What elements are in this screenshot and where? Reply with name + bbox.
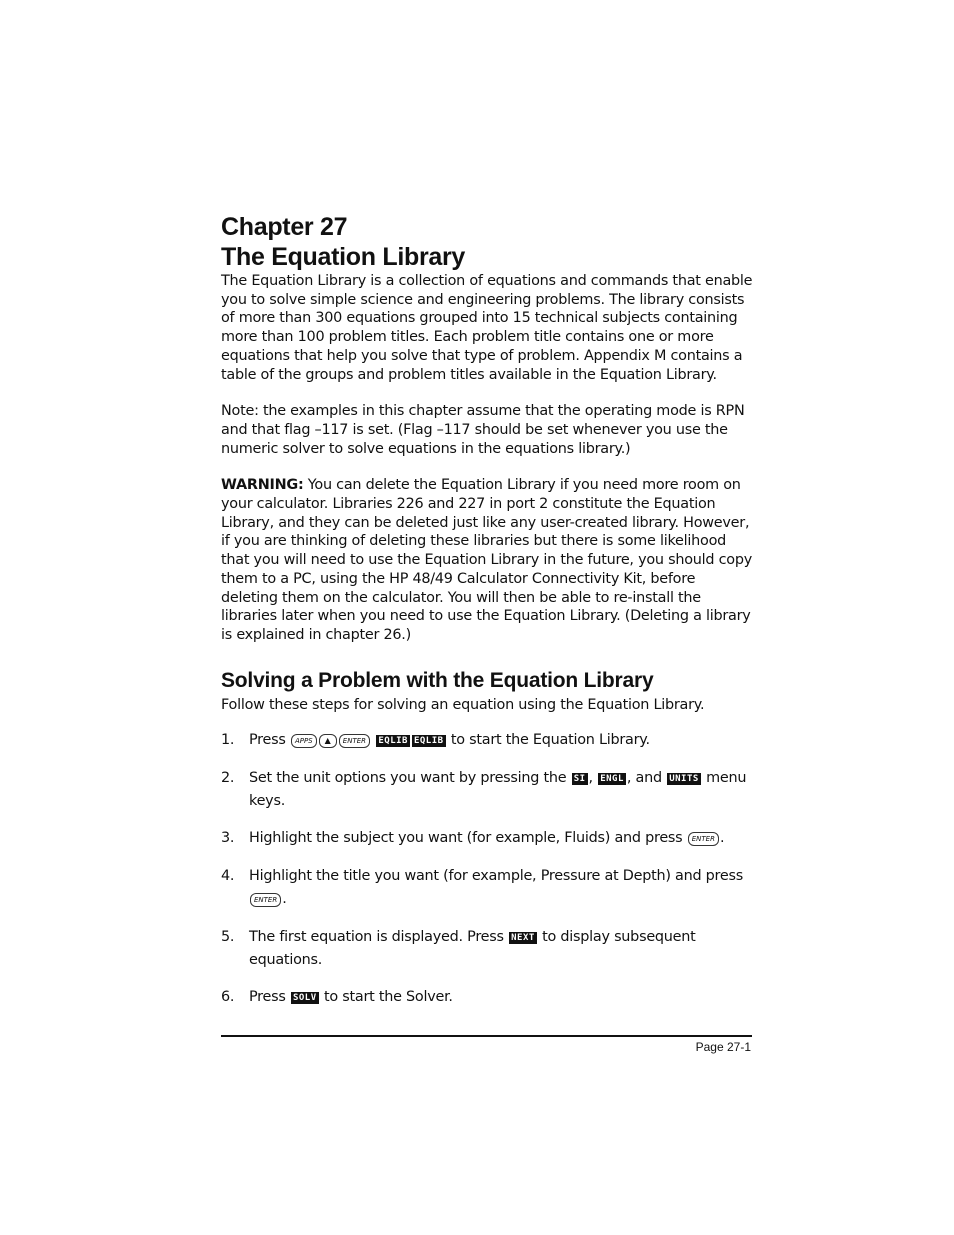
enter-key-icon: ENTER xyxy=(688,832,719,846)
solv-softkey-icon: SOLV xyxy=(292,993,317,1004)
steps-list xyxy=(221,729,753,1009)
si-softkey-icon: SI xyxy=(573,774,586,785)
step-number: 2. xyxy=(221,770,235,787)
step-number: 1. xyxy=(221,732,235,749)
note-paragraph: Note: the examples in this chapter assume that the operating mode is RPN and that flag –117 is set. (Flag –117 should be set whenever you use the numeric solver to solve equations in the equations library.) xyxy=(221,403,745,457)
apps-key-icon: APPS xyxy=(291,734,317,748)
enter-key-icon: ENTER xyxy=(339,734,370,748)
step-number: 6. xyxy=(221,989,235,1006)
step-number: 5. xyxy=(221,929,235,946)
step-item: 6. Press SOLV to start the Solver. xyxy=(221,986,753,1009)
equlib-softkey-icon: EQLIB xyxy=(378,736,408,747)
step-item: 1. Press APPS ▲ ENTER EQLIB EQLIB to start the Equation Library. xyxy=(221,729,753,752)
chapter-title: The Equation Library xyxy=(221,243,466,271)
step-item: 3. Highlight the subject you want (for example, Fluids) and press ENTER . xyxy=(221,827,753,850)
units-softkey-icon: UNITS xyxy=(669,774,699,785)
next-softkey-icon: NEXT xyxy=(511,933,535,944)
footer-rule xyxy=(221,1035,752,1037)
up-arrow-key-icon: ▲ xyxy=(319,734,337,748)
chapter-number: Chapter 27 xyxy=(221,213,348,241)
step-item: 4. Highlight the title you want (for example, Pressure at Depth) and press ENTER . xyxy=(221,865,753,911)
warning-paragraph xyxy=(221,476,753,644)
page-number: Page 27-1 xyxy=(695,1040,751,1054)
equlib-softkey-icon: EQLIB xyxy=(413,736,444,747)
warning-label: WARNING: xyxy=(221,477,304,494)
step-item: 5. The first equation is displayed. Press NEXT to display subsequent equations. xyxy=(221,926,753,972)
intro-paragraph: The Equation Library is a collection of equations and commands that enable you to solve simple science and engineering problems. The library consists of more than 300 equations grouped into 15 technical subjects containing more than 100 problem titles. Each problem title contains one or more equations that help you solve that type of problem. Appendix M contains a table of the groups and problem titles available in the Equation Library. xyxy=(221,273,753,383)
step-item: 2. Set the unit options you want by pressing the SI , ENGL , and UNITS menu keys. xyxy=(221,767,753,813)
engl-softkey-icon: ENGL xyxy=(600,774,624,785)
chapter-heading xyxy=(221,212,753,272)
page-content xyxy=(221,212,753,1009)
warning-text: You can delete the Equation Library if you need more room on your calculator. Libraries 226 and 227 in port 2 constitute the Equation Library, and they can be deleted just like any user-created library. However, if you are thinking of deleting these libraries but there is some likelihood that you will need to use the Equation Library in the future, you should copy them to a PC, using the HP 48/49 Calculator Connectivity Kit, before deleting them on the calculator. You will then be able to re-install the libraries later when you need to use the Equation Library. (Deleting a library is explained in chapter 26.) xyxy=(221,477,752,643)
step-number: 4. xyxy=(221,868,235,885)
section-lead: Follow these steps for solving an equation using the Equation Library. xyxy=(221,696,705,713)
step-number: 3. xyxy=(221,830,235,847)
section-heading: Solving a Problem with the Equation Library xyxy=(221,668,654,692)
enter-key-icon: ENTER xyxy=(250,893,281,907)
